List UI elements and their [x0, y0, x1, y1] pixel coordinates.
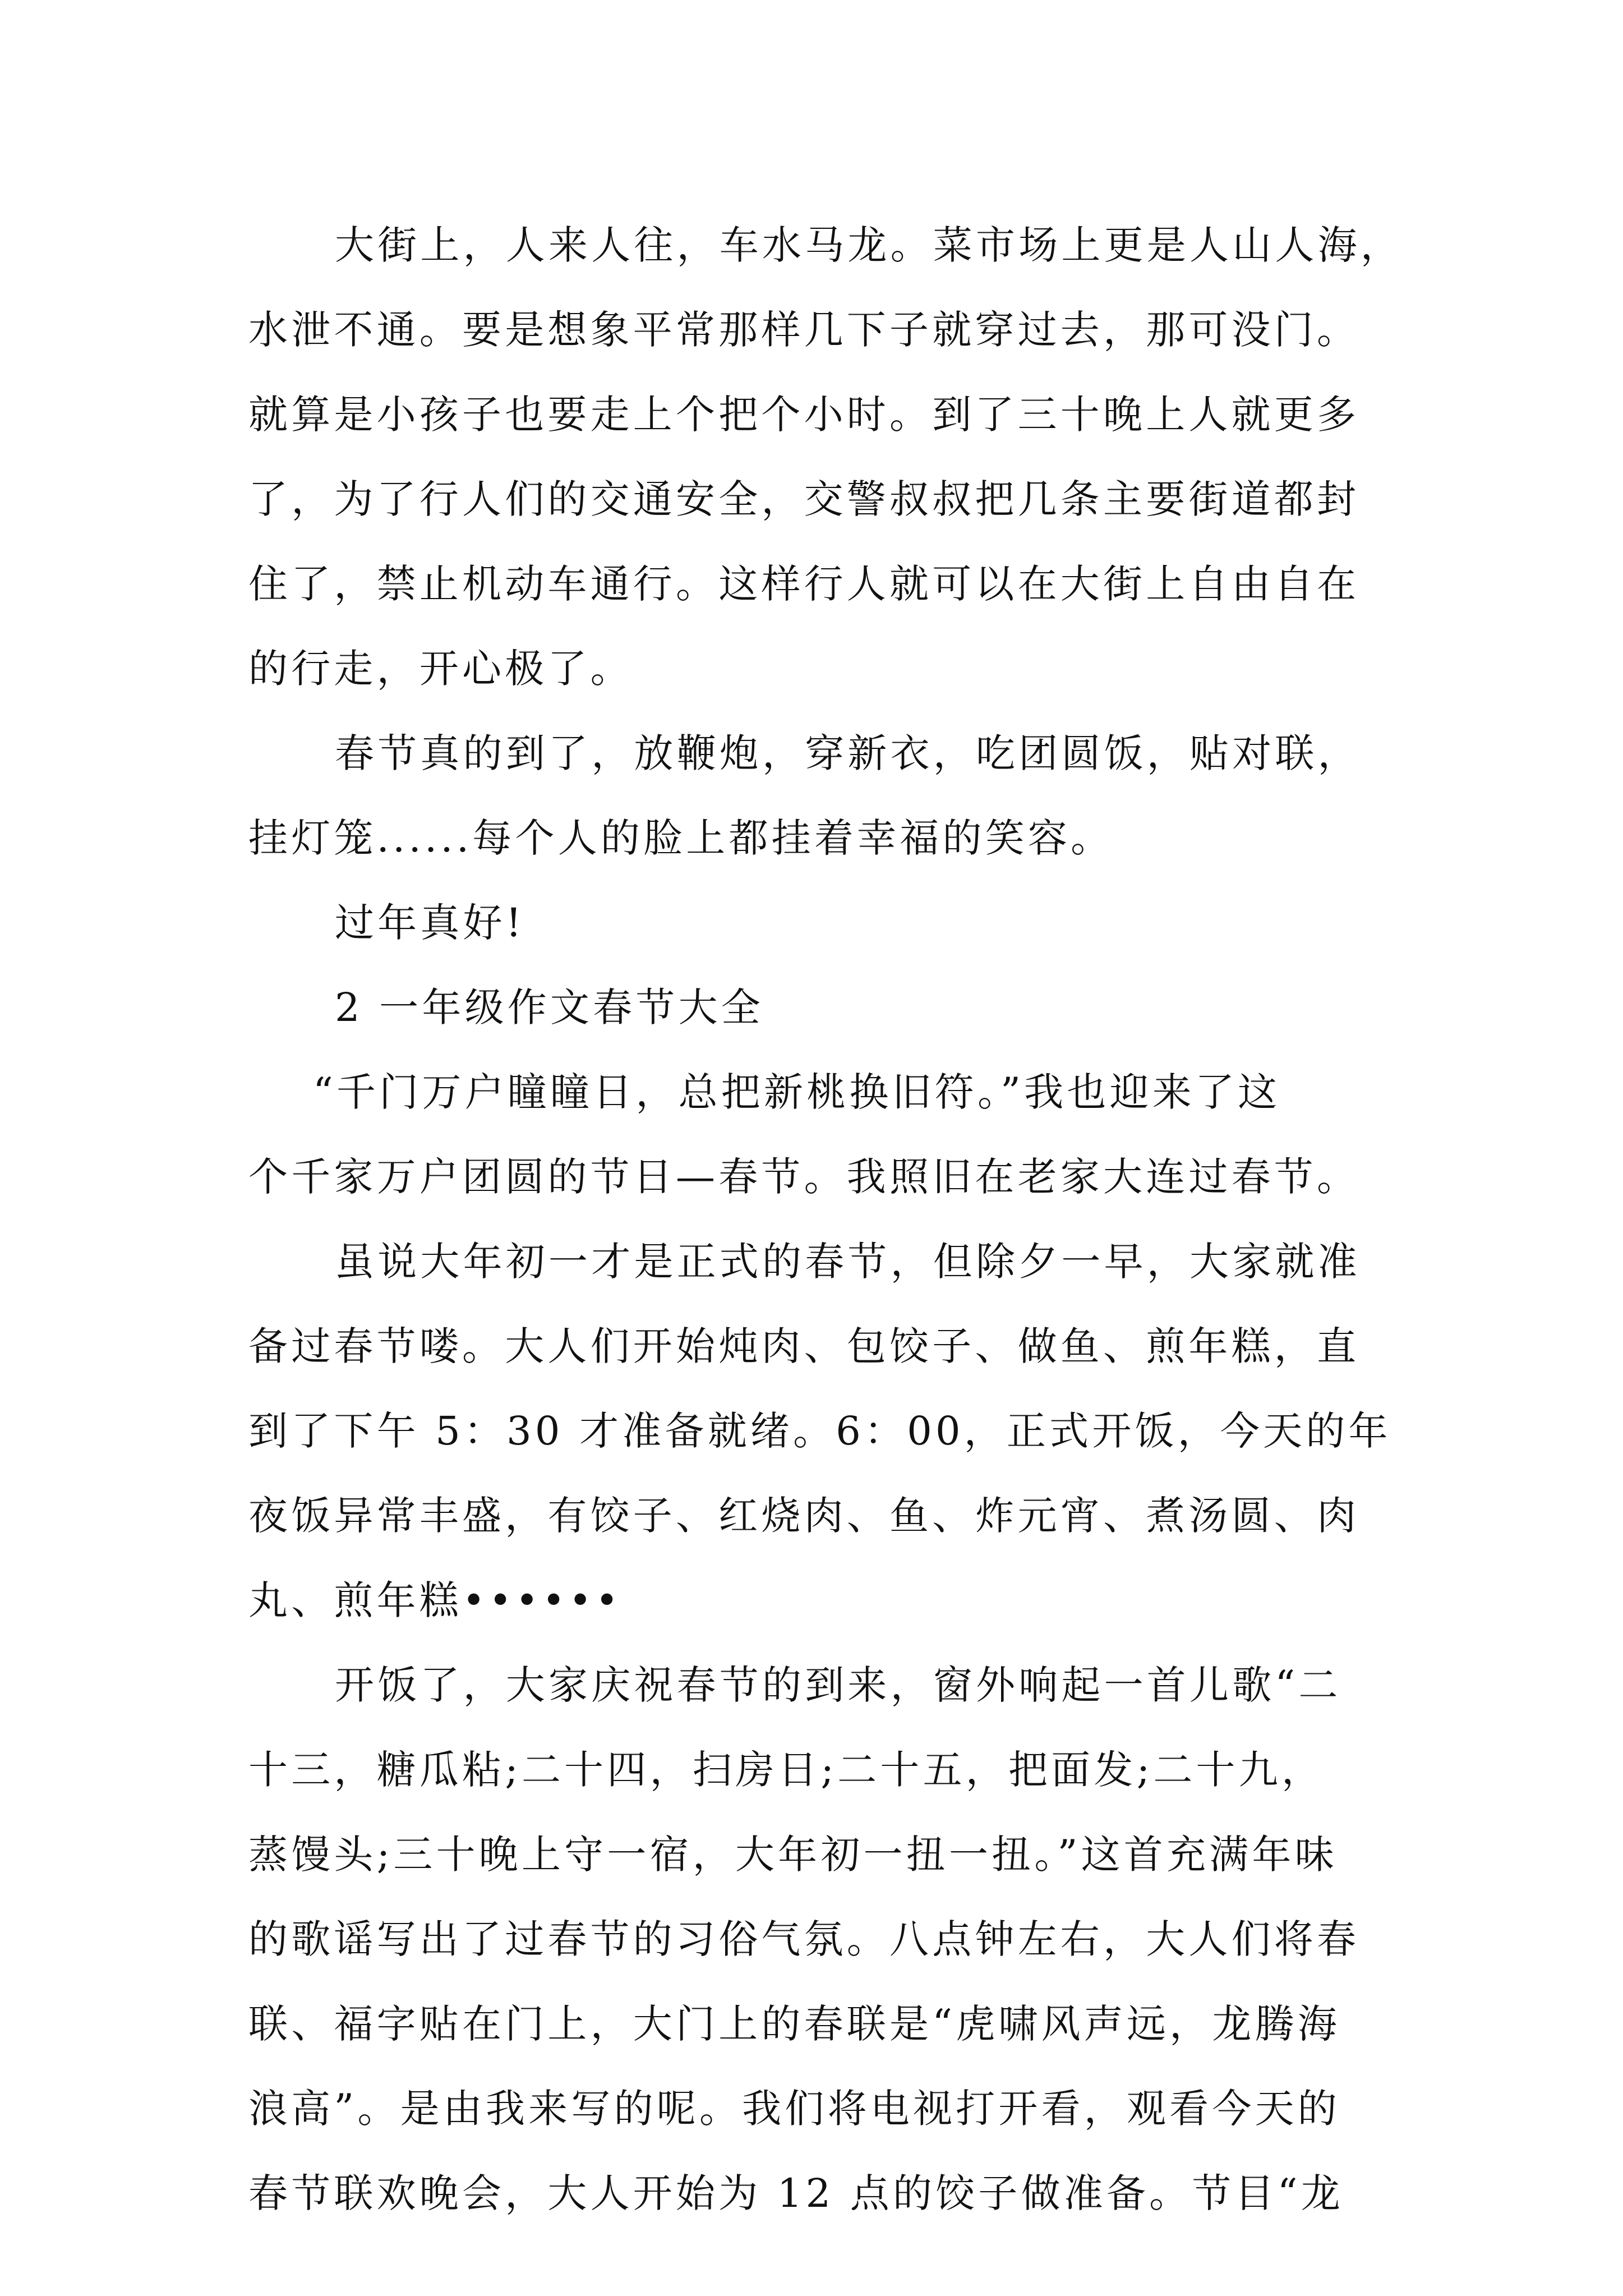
- text-line: 蒸馒头;三十晚上守一宿，大年初一扭一扭。”这首充满年味: [248, 1832, 1338, 1878]
- text-line: 联、福字贴在门上，大门上的春联是“虎啸风声远，龙腾海: [248, 2001, 1340, 2047]
- text-line: 虽说大年初一才是正式的春节，但除夕一早，大家就准: [335, 1239, 1361, 1285]
- text-line: 了，为了行人们的交通安全，交警叔叔把几条主要街道都封: [248, 476, 1360, 522]
- text-line: 住了，禁止机动车通行。这样行人就可以在大街上自由自在: [248, 561, 1360, 607]
- text-line: 春节真的到了，放鞭炮，穿新衣，吃团圆饭，贴对联，: [335, 730, 1361, 776]
- text-line: 到了下午 5：30 才准备就绪。6：00，正式开饭，今天的年: [248, 1408, 1391, 1454]
- text-line: “千门万户瞳瞳日，总把新桃换旧符。”我也迎来了这: [313, 1069, 1281, 1115]
- text-line: 十三，糖瓜粘;二十四，扫房日;二十五，把面发;二十九，: [248, 1747, 1325, 1793]
- text-line: 夜饭异常丰盛，有饺子、红烧肉、鱼、炸元宵、煮汤圆、肉: [248, 1493, 1360, 1539]
- text-line: 春节联欢晚会，大人开始为 12 点的饺子做准备。节目“龙: [248, 2170, 1344, 2216]
- text-line: 的歌谣写出了过春节的习俗气氛。八点钟左右，大人们将春: [248, 1916, 1360, 1962]
- text-line: 就算是小孩子也要走上个把个小时。到了三十晚上人就更多: [248, 392, 1360, 438]
- section-heading: 2 一年级作文春节大全: [335, 984, 764, 1030]
- text-line: 开饭了，大家庆祝春节的到来，窗外响起一首儿歌“二: [335, 1662, 1341, 1708]
- text-line: 挂灯笼......每个人的脸上都挂着幸福的笑容。: [248, 815, 1114, 861]
- text-line: 浪高”。是由我来写的呢。我们将电视打开看，观看今天的: [248, 2086, 1340, 2132]
- text-line: 大街上，人来人往，车水马龙。菜市场上更是人山人海，: [335, 222, 1403, 268]
- text-line: 的行走，开心极了。: [248, 646, 633, 692]
- text-line: 备过春节喽。大人们开始炖肉、包饺子、做鱼、煎年糕，直: [248, 1323, 1360, 1369]
- text-line: 个千家万户团圆的节日—春节。我照旧在老家大连过春节。: [248, 1154, 1360, 1200]
- text-line: 水泄不通。要是想象平常那样几下子就穿过去，那可没门。: [248, 307, 1360, 353]
- text-line: 过年真好!: [335, 900, 525, 946]
- text-line: 丸、煎年糕••••••: [248, 1577, 622, 1623]
